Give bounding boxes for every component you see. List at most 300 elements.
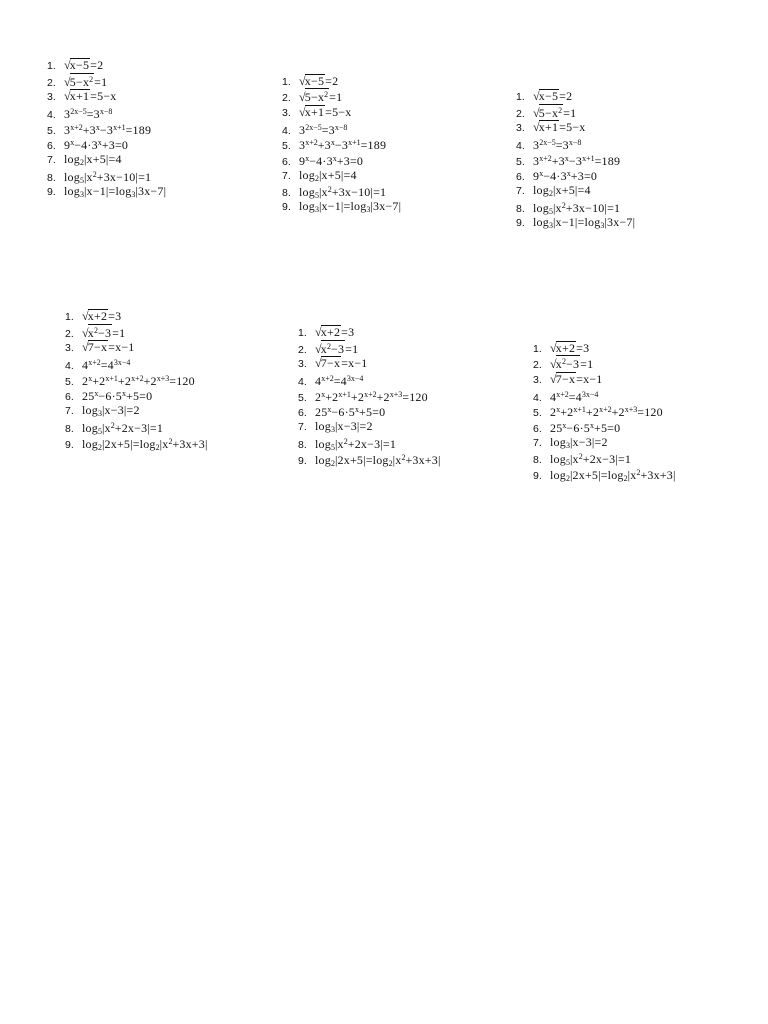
item-number: 2.	[47, 76, 56, 89]
equation-item	[516, 198, 736, 214]
exponent: x+1	[338, 389, 351, 399]
exponent: x+2	[131, 373, 144, 383]
item-number: 8.	[533, 454, 542, 467]
item-number: 8.	[516, 202, 525, 215]
equation-text: −3	[334, 138, 349, 153]
equation-text: +2	[92, 373, 106, 388]
radicand-text: 5−x	[304, 90, 325, 105]
exponent: 2	[327, 185, 332, 195]
equation	[82, 358, 130, 372]
exponent: x	[566, 169, 571, 179]
equation	[299, 154, 363, 168]
equation-item	[298, 355, 518, 371]
equation-text: |x−1|=log	[318, 199, 367, 213]
item-number: 4.	[282, 124, 291, 137]
item-number: 4.	[65, 360, 74, 373]
item-number: 9.	[282, 201, 291, 213]
equation-item	[298, 340, 518, 356]
equation-text: =5−x	[325, 104, 352, 119]
equation-item	[298, 371, 518, 387]
item-number: 7.	[298, 421, 307, 434]
equation-item	[516, 151, 736, 167]
exponent: x+2	[70, 122, 83, 132]
equation-text: +3x−10|=1	[96, 169, 152, 184]
log-base: 2	[155, 442, 160, 452]
equation-item	[533, 449, 753, 468]
equation-text: =1	[329, 90, 343, 105]
item-number: 6.	[282, 155, 291, 168]
equation-text: +3x−10|=1	[331, 185, 387, 200]
exponent: x+2	[364, 389, 377, 399]
radicand-text: x−5	[538, 89, 559, 103]
equation-text: −6·5	[566, 420, 590, 435]
equation-text: |x−1|=log	[552, 214, 601, 229]
equation-text: =189	[125, 122, 152, 137]
item-number: 3.	[516, 122, 525, 135]
log-base: 2	[565, 474, 570, 483]
equation-text: |2x+5|=log	[101, 436, 156, 451]
item-number: 6.	[47, 140, 56, 153]
equation-text: +3=0	[101, 138, 129, 153]
log-base: 5	[565, 458, 570, 468]
radicand-text: x−5	[304, 73, 325, 88]
equation-text: log	[315, 452, 331, 467]
equation	[315, 419, 373, 433]
equation-text: +5=0	[358, 405, 386, 420]
equation-item	[298, 418, 518, 434]
exponent: 2	[110, 420, 115, 430]
equation	[550, 372, 603, 386]
equation-text: |x	[569, 452, 579, 467]
equation-text: −4·3	[74, 138, 98, 153]
radicand	[539, 120, 559, 133]
item-number: 6.	[533, 422, 542, 435]
radical-sign: √	[64, 74, 71, 89]
log-base: 2	[79, 158, 84, 168]
equation-text: |3x−7|	[135, 183, 167, 198]
item-number: 9.	[65, 438, 74, 451]
radicand	[88, 324, 112, 339]
radical-sign: √	[533, 120, 540, 135]
exponent: x+1	[105, 373, 118, 383]
equation-item	[282, 104, 502, 120]
equation-text: 9	[64, 138, 71, 153]
equation-text: =x−1	[576, 371, 603, 386]
equation-item	[298, 450, 518, 466]
equation-text: +5=0	[593, 420, 621, 435]
radical-sign: √	[82, 325, 89, 340]
radicand	[88, 309, 108, 322]
equation-item	[298, 434, 518, 450]
equation-text: +2x−3|=1	[347, 436, 397, 451]
log-base: 3	[79, 189, 84, 199]
equation	[550, 357, 593, 371]
radical-sign: √	[82, 309, 89, 323]
equation	[299, 74, 338, 88]
radicand	[70, 89, 90, 102]
equation-text: |x+5|=4	[552, 183, 591, 198]
exponent: x+2	[321, 374, 334, 384]
equation-text: |2x+5|=log	[334, 452, 389, 467]
equation-list-top-left	[47, 57, 267, 198]
equation-text: =1	[580, 357, 594, 372]
exponent: 2	[168, 436, 173, 446]
equation-item	[282, 73, 502, 89]
equation-item	[65, 418, 285, 434]
equation-item	[533, 340, 753, 356]
equation-item	[65, 402, 285, 418]
equation-item	[516, 88, 736, 104]
radicand-text: x+2	[87, 309, 108, 323]
equation	[64, 170, 151, 184]
equation-text: |x−3|=2	[101, 403, 140, 418]
equation	[82, 421, 163, 435]
item-number: 5.	[65, 375, 74, 388]
exponent: x	[70, 138, 75, 148]
equation-item	[516, 182, 736, 198]
item-number: 6.	[516, 171, 525, 184]
equation-text: 25	[550, 420, 563, 435]
item-number: 3.	[298, 358, 307, 371]
radicand	[70, 58, 90, 71]
equation-item	[47, 88, 267, 104]
equation-text: 3	[64, 107, 71, 122]
log-base: 2	[623, 474, 628, 483]
item-number: 6.	[65, 391, 74, 404]
equation-text: log	[315, 419, 331, 434]
equation-item	[47, 73, 267, 89]
radical-sign: √	[299, 104, 306, 119]
equation-text: +2x−3|=1	[582, 452, 632, 467]
log-base: 5	[314, 191, 319, 201]
equation-text: +3x+3|	[172, 436, 208, 451]
equation	[64, 89, 117, 103]
exponent: x	[95, 122, 100, 132]
item-number: 2.	[516, 107, 525, 120]
equation-text: =3	[86, 107, 100, 122]
item-number: 4.	[533, 391, 542, 404]
equation-text: |3x−7|	[604, 214, 636, 229]
item-number: 5.	[282, 140, 291, 153]
equation-text: =2	[90, 58, 104, 72]
exponent: x	[121, 389, 126, 399]
radical-sign: √	[299, 73, 306, 88]
item-number: 7.	[516, 185, 525, 198]
equation-text: |x	[552, 200, 562, 215]
equation	[82, 340, 135, 354]
equation-text: 4	[550, 389, 557, 404]
item-number: 6.	[298, 407, 307, 420]
equation-item	[282, 88, 502, 104]
equation-item	[65, 386, 285, 402]
equation	[533, 120, 586, 134]
exponent: 2	[561, 200, 566, 210]
radical-sign: √	[315, 356, 322, 371]
radicand	[305, 105, 325, 118]
equation-item	[47, 151, 267, 167]
equation-text: log	[82, 436, 98, 451]
equation-text: +2	[376, 389, 390, 404]
equation-item	[298, 324, 518, 340]
equation-text: |x	[83, 169, 93, 184]
equation	[299, 199, 401, 213]
item-number: 4.	[47, 109, 56, 122]
log-base: 3	[600, 220, 605, 230]
item-number: 7.	[65, 405, 74, 418]
equation-text: =5−x	[90, 89, 117, 104]
log-base: 2	[548, 189, 553, 199]
equation-text: =x−1	[341, 356, 368, 371]
exponent: x	[305, 153, 310, 163]
log-base: 3	[548, 220, 553, 230]
exponent: x+2	[88, 358, 101, 368]
equation-text: log	[550, 452, 566, 467]
log-base: 3	[366, 205, 371, 214]
exponent: x	[330, 138, 335, 148]
equation-text: +2x−3|=1	[114, 420, 164, 435]
equation-text: log	[64, 183, 80, 198]
radical-sign: √	[64, 58, 71, 72]
equation-item	[516, 214, 736, 230]
equation-item	[516, 104, 736, 120]
equation-text: =189	[360, 138, 387, 153]
exponent: 2	[578, 452, 583, 462]
radicand-text: x−5	[69, 58, 90, 72]
radicand-text: −3	[566, 357, 580, 372]
item-number: 3.	[47, 91, 56, 104]
exponent: x	[97, 138, 102, 148]
equation-item	[47, 183, 267, 199]
equation-list-top-middle	[282, 73, 502, 214]
exponent: x	[564, 153, 569, 163]
equation-list-bottom-middle	[298, 324, 518, 468]
equation-text: log	[550, 468, 566, 482]
equation	[64, 58, 103, 72]
equation	[315, 356, 368, 370]
equation-item	[533, 387, 753, 403]
equation-text: =2	[559, 89, 573, 103]
exponent: x+3	[389, 389, 403, 399]
equation-text: =1	[94, 74, 108, 89]
equation-text: =189	[594, 153, 621, 168]
equation-text: 2	[82, 373, 89, 388]
exponent: x+1	[113, 122, 126, 132]
equation-item	[65, 308, 285, 324]
item-number: 2.	[298, 343, 307, 356]
radical-sign: √	[533, 89, 540, 103]
equation-item	[47, 57, 267, 73]
item-number: 7.	[282, 169, 291, 182]
equation-item	[533, 402, 753, 418]
equation-text: =4	[333, 374, 347, 389]
equation-text: =1	[112, 325, 126, 340]
item-number: 4.	[298, 376, 307, 389]
equation-text: log	[82, 420, 98, 435]
radicand-exponent: 2	[562, 357, 566, 367]
radicand-text: x	[87, 325, 94, 340]
radical-sign: √	[550, 371, 557, 386]
equation-text: 4	[82, 358, 89, 373]
exponent: x+1	[348, 138, 361, 148]
equation-text: =2	[325, 73, 339, 88]
radicand	[305, 74, 325, 87]
log-base: 3	[131, 189, 136, 199]
equation-text: =120	[169, 373, 195, 388]
equation	[299, 105, 352, 119]
item-number: 9.	[298, 454, 307, 467]
exponent: x	[327, 405, 332, 415]
exponent: x−8	[568, 138, 582, 148]
equation-item	[533, 465, 753, 481]
equation-text: 2	[550, 405, 557, 420]
exponent: x	[539, 169, 544, 179]
item-number: 9.	[47, 185, 56, 198]
radicand	[321, 356, 341, 369]
exponent: x+2	[305, 138, 318, 148]
equation-text: 4	[315, 374, 322, 389]
item-number: 7.	[533, 436, 542, 449]
equation-text: +2	[143, 373, 157, 388]
equation-text: 3	[299, 122, 306, 137]
equation-text: |x−3|=2	[334, 419, 373, 434]
equation-text: +2	[560, 405, 574, 420]
equation-text: 9	[533, 169, 540, 184]
equation-item	[516, 119, 736, 135]
equation-text: log	[64, 169, 80, 184]
item-number: 1.	[47, 60, 56, 72]
item-number: 9.	[516, 216, 525, 229]
exponent: 2x−5	[305, 122, 322, 132]
equation-item	[65, 434, 285, 450]
equation	[299, 90, 342, 104]
equation	[64, 152, 122, 166]
equation-text: log	[550, 434, 566, 449]
equation	[82, 403, 140, 417]
equation	[533, 138, 581, 152]
item-number: 8.	[47, 171, 56, 184]
log-base: 2	[388, 458, 393, 468]
item-number: 1.	[533, 342, 542, 355]
equation	[82, 309, 121, 323]
radicand	[321, 340, 345, 355]
radicand-text: 5−x	[538, 105, 559, 120]
radical-sign: √	[82, 340, 89, 355]
equation-item	[516, 135, 736, 151]
equation	[299, 168, 357, 182]
exponent: x+2	[599, 405, 612, 415]
equation-text: 25	[82, 389, 95, 404]
radicand-text: 5−x	[69, 74, 90, 89]
equation-text: +5=0	[125, 389, 153, 404]
exponent: x+3	[624, 405, 638, 415]
equation-item	[47, 120, 267, 136]
equation-text: −3	[568, 153, 583, 168]
exponent: x+2	[556, 389, 569, 399]
radicand-text: x+1	[304, 104, 325, 119]
radical-sign: √	[64, 89, 71, 104]
radicand	[321, 325, 341, 338]
radicand	[556, 341, 576, 354]
log-base: 2	[314, 173, 319, 183]
exponent: x	[354, 405, 359, 415]
equation-text: |x−1|=log	[83, 183, 132, 198]
exponent: x−8	[334, 122, 348, 132]
exponent: 3x−4	[581, 389, 599, 399]
equation-text: |3x−7|	[370, 199, 402, 213]
equation-item	[282, 135, 502, 151]
radicand-text: −3	[331, 341, 345, 356]
radicand-text: x	[555, 357, 562, 372]
exponent: x	[88, 373, 93, 383]
radicand	[539, 89, 559, 102]
radicand-text: x	[320, 341, 327, 356]
equation-item	[47, 135, 267, 151]
item-number: 1.	[65, 311, 74, 323]
item-number: 2.	[65, 327, 74, 340]
equation-text: =3	[576, 340, 590, 355]
equation-text: +3=0	[336, 153, 364, 168]
exponent: 2	[401, 452, 406, 462]
radical-sign: √	[299, 90, 306, 105]
equation-text: =3	[555, 138, 569, 153]
equation-text: |x	[159, 436, 169, 451]
radicand	[539, 104, 563, 119]
radicand	[556, 355, 580, 370]
item-number: 7.	[47, 154, 56, 167]
equation-text: =1	[345, 341, 359, 356]
exponent: 2x−5	[539, 138, 556, 148]
equation-item	[65, 371, 285, 387]
exponent: 2x−5	[70, 107, 87, 117]
exponent: 2	[636, 468, 641, 477]
exponent: 2	[92, 169, 97, 179]
equation-text: =120	[637, 405, 663, 420]
item-number: 3.	[282, 106, 291, 119]
equation-text: +3	[317, 138, 331, 153]
log-base: 5	[79, 175, 84, 185]
radicand-exponent: 2	[94, 325, 98, 335]
equation-item	[47, 104, 267, 120]
equation	[82, 437, 208, 451]
log-base: 3	[565, 440, 570, 450]
equation-text: 3	[64, 122, 71, 137]
equation-text: +3x+3|	[405, 452, 441, 467]
radical-sign: √	[315, 341, 322, 356]
equation-text: −4·3	[543, 169, 567, 184]
equation-text: log	[299, 199, 315, 213]
item-number: 5.	[298, 391, 307, 404]
equation-text: +3	[551, 153, 565, 168]
equation-text: |x	[334, 436, 344, 451]
equation-item	[533, 434, 753, 450]
equation-text: +2	[117, 373, 132, 388]
exponent: x+1	[582, 153, 595, 163]
equation-text: log	[533, 200, 549, 215]
log-base: 3	[314, 205, 319, 214]
exponent: x	[321, 389, 326, 399]
equation-text: =3	[321, 122, 335, 137]
equation	[533, 215, 635, 229]
equation-item	[298, 387, 518, 403]
equation-item	[282, 120, 502, 136]
equation-list-top-right	[516, 88, 736, 229]
radicand-exponent: 2	[327, 341, 331, 351]
item-number: 3.	[533, 373, 542, 386]
equation-text: +3x+3|	[640, 468, 676, 482]
equation	[64, 75, 107, 89]
equation-text: 3	[299, 138, 306, 153]
item-number: 1.	[282, 75, 291, 88]
